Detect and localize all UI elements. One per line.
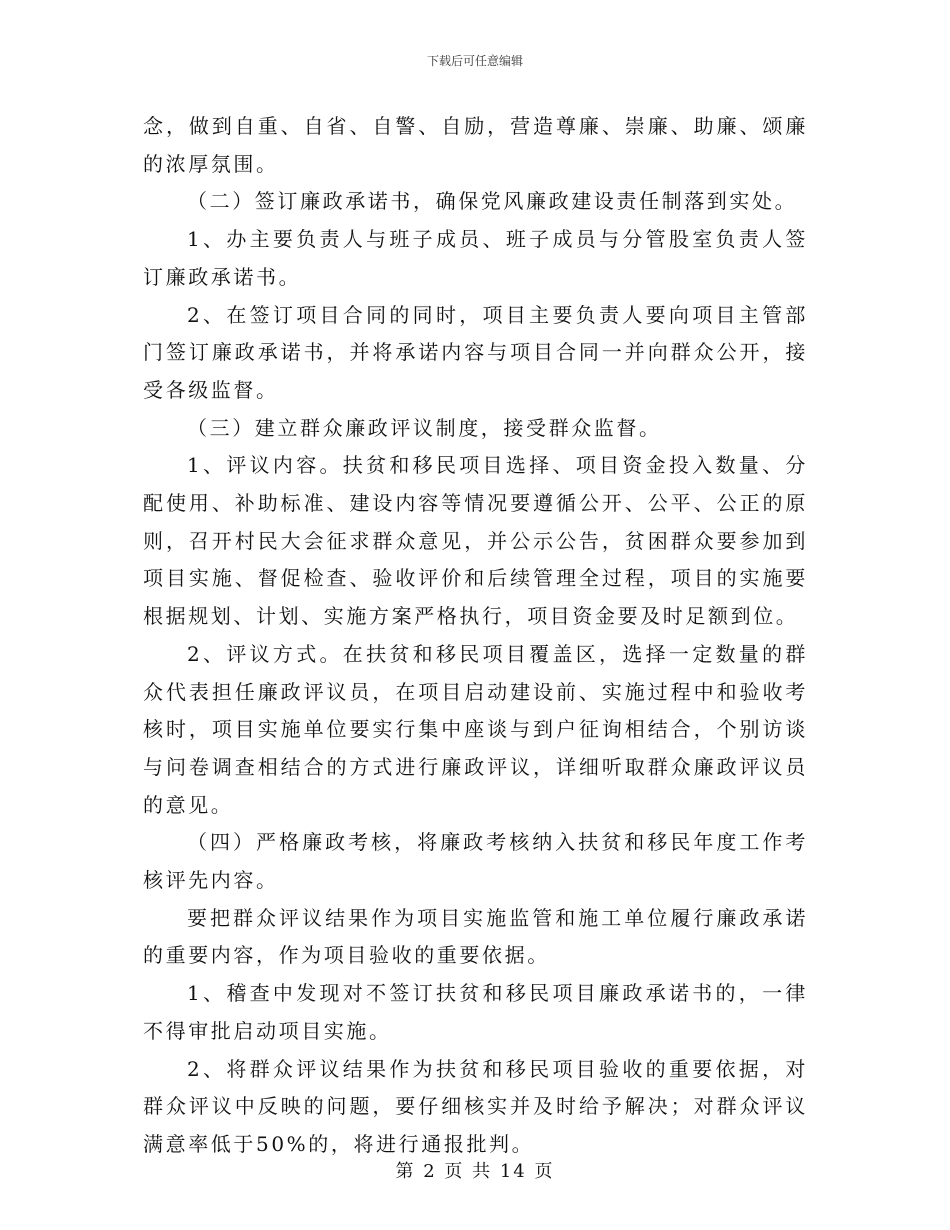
document-body: [143, 108, 808, 1164]
page-number-footer: 第 2 页 共 14 页: [395, 1161, 555, 1182]
list-item: 1、稽查中发现对不签订扶贫和移民项目廉政承诺书的，一律不得审批启动项目实施。: [143, 981, 808, 1043]
list-item: 2、在签订项目合同的同时，项目主要负责人要向项目主管部门签订廉政承诺书，并将承诺内容与项目合同一并向群众公开，接受各级监督。: [143, 302, 808, 402]
section-heading-4: （四）严格廉政考核，将廉政考核纳入扶贫和移民年度工作考核评先内容。: [143, 830, 808, 893]
section-heading-3: （三）建立群众廉政评议制度，接受群众监督。: [187, 415, 662, 440]
section-heading-2: （二）签订廉政承诺书，确保党风廉政建设责任制落到实处。: [187, 189, 798, 214]
list-item: 1、办主要负责人与班子成员、班子成员与分管股室负责人签订廉政承诺书。: [143, 227, 808, 289]
list-item: 2、将群众评议结果作为扶贫和移民项目验收的重要依据，对群众评议中反映的问题，要仔细核实并及时给予解决；对群众评议满意率低于50%的，将进行通报批判。: [143, 1056, 808, 1156]
page-header-note: 下载后可任意编辑: [426, 54, 523, 68]
paragraph: 要把群众评议结果作为项目实施监管和施工单位履行廉政承诺的重要内容，作为项目验收的重要依据。: [143, 905, 808, 968]
paragraph-continuation: 念，做到自重、自省、自警、自励，营造尊廉、崇廉、助廉、颂廉的浓厚氛围。: [143, 114, 808, 176]
list-item: 2、评议方式。在扶贫和移民项目覆盖区，选择一定数量的群众代表担任廉政评议员，在项目启动建设前、实施过程中和验收考核时，项目实施单位要实行集中座谈与到户征询相结合，个别访谈与问卷调查相结合的方式进行廉政评议，详细听取群众廉政评议员的意见。: [143, 641, 808, 817]
list-item: 1、评议内容。扶贫和移民项目选择、项目资金投入数量、分配使用、补助标准、建设内容等情况要遵循公开、公平、公正的原则，召开村民大会征求群众意见，并公示公告，贫困群众要参加到项目实施、督促检查、验收评价和后续管理全过程，项目的实施要根据规划、计划、实施方案严格执行，项目资金要及时足额到位。: [143, 453, 808, 629]
